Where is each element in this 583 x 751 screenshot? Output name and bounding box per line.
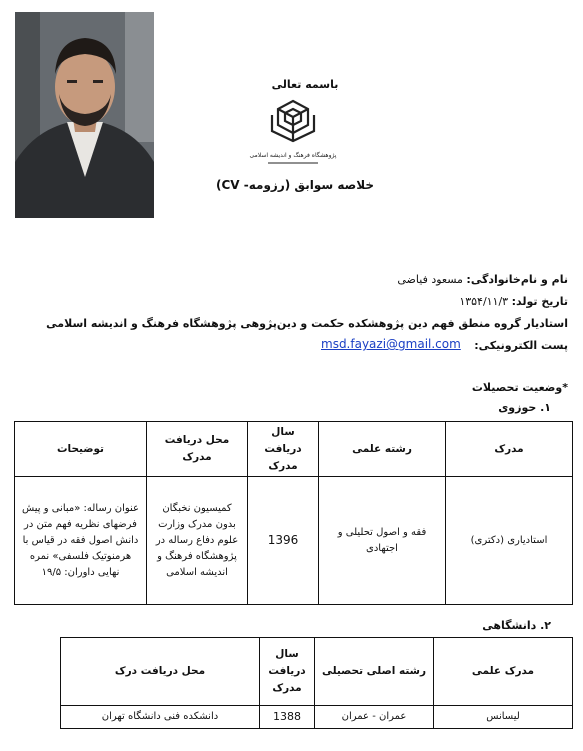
name-line [397, 273, 568, 286]
university-heading: ۲. دانشگاهی [482, 619, 551, 632]
header-year: سال دریافت مدرک [248, 422, 319, 477]
email-line [474, 339, 568, 352]
cell-field: فقه و اصول تحلیلی و اجتهادی [319, 477, 446, 605]
cv-title: خلاصه سوابق (رزومه- CV) [216, 178, 374, 192]
cell-year: 1388 [260, 706, 315, 729]
header-field: رشته اصلی تحصیلی [315, 638, 434, 706]
bismillah-heading: باسمه تعالی [271, 78, 339, 91]
email-link[interactable]: msd.fayazi@gmail.com [321, 337, 461, 351]
dob-label: تاریخ تولد: [511, 295, 568, 308]
cell-year: 1396 [248, 477, 319, 605]
header-place: محل دریافت درک [61, 638, 260, 706]
header-degree: مدرک [446, 422, 573, 477]
header-place: محل دریافت مدرک [147, 422, 248, 477]
table-header-row [61, 638, 573, 706]
name-value: مسعود فیاضی [397, 273, 463, 286]
header-degree: مدرک علمی [434, 638, 573, 706]
cell-degree: لیسانس [434, 706, 573, 729]
education-heading: *وضعیت تحصیلات [471, 381, 568, 394]
profile-photo [15, 12, 154, 218]
dob-line [459, 295, 568, 308]
header-field: رشته علمی [319, 422, 446, 477]
university-table [60, 637, 573, 729]
cell-field: عمران - عمران [315, 706, 434, 729]
table-row [15, 477, 573, 605]
email-label: پست الکترونیکی: [474, 339, 568, 352]
seminary-heading: ۱. حوزوی [498, 401, 551, 414]
seminary-table [14, 421, 573, 605]
cell-notes: عنوان رساله: «مبانی و پیش فرضهای نظریه فهم متن در دانش اصول فقه در قیاس با هرمنوتیک فلسفی» نمره نهایی داوران: ۱۹/۵ [15, 477, 147, 605]
institute-logo [249, 97, 337, 169]
position-line: استادیار گروه منطق فهم دین پژوهشکده حکمت و دین‌پژوهی پژوهشگاه فرهنگ و اندیشه اسلامی [46, 317, 568, 330]
table-header-row [15, 422, 573, 477]
table-row [61, 706, 573, 729]
header-year: سال دریافت مدرک [260, 638, 315, 706]
name-label: نام و نام‌خانوادگی: [466, 273, 568, 286]
logo-caption: پژوهشگاه فرهنگ و اندیشه اسلامی [249, 152, 337, 159]
cell-place: دانشکده فنی دانشگاه تهران [61, 706, 260, 729]
dob-value: ۱۳۵۴/۱۱/۳ [459, 295, 509, 308]
header-notes: توضیحات [15, 422, 147, 477]
cell-degree: استادیاری (دکتری) [446, 477, 573, 605]
cell-place: کمیسیون نخبگان بدون مدرک وزارت علوم دفاع رساله در پژوهشگاه فرهنگ و اندیشه اسلامی [147, 477, 248, 605]
